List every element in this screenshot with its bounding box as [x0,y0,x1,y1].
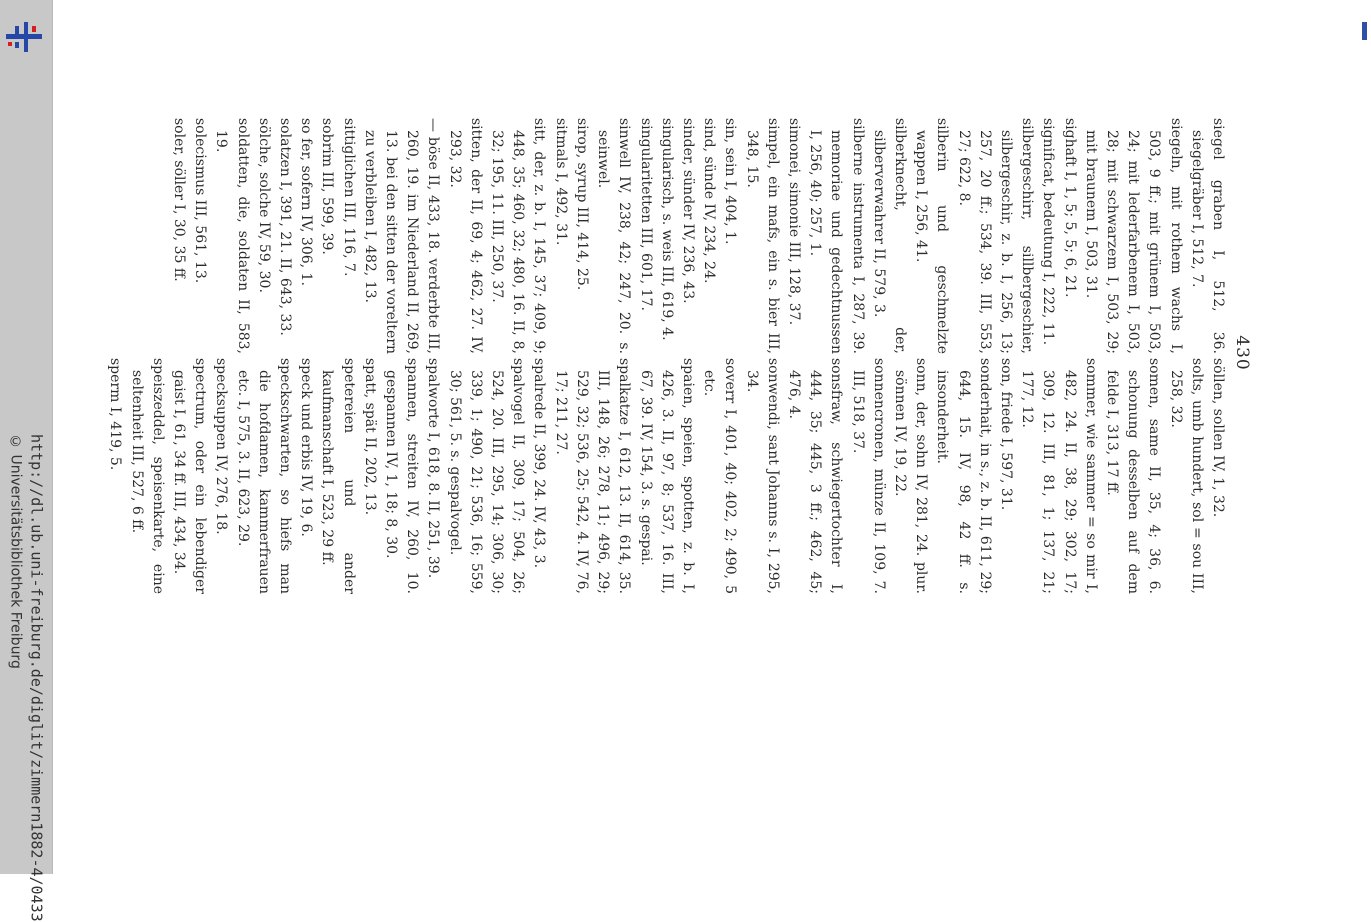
index-entry: silbergeschirr, sillbergeschier, silbergeschir, z. b. I, 256, 13; 257, 20 ff.; 534, 39. III, 553, 27; 622, 8. [955,118,1036,354]
index-entry: sobrim III, 599, 39. [319,118,336,255]
index-entry: siegel graben I, 512, 36. siegelgräber I, 512, 7. [1188,118,1226,354]
index-entry: simonei, simonie III, 128, 37. [785,118,802,326]
index-entry: spectrum, oder ein lebendiger gaist I, 61, 34 ff. III, 434, 34. [171,358,209,594]
index-entry: söllen, sollen IV, 1, 32. [1210,358,1226,518]
index-entry: speck und erbis IV, 19, 6. [298,358,315,537]
index-entry: speiszeddel, speisenkarte, eine seltenheit III, 527, 6 ff. [128,358,166,594]
index-entry: — böse II, 433, 18. verderbte III, 260, 19. im Niederland II, 269, 13. bei den sitten der voreltern zu verbleiben I, 482, 13. [361,118,442,354]
index-entry: spatt, spät II, 202, 13. [361,358,378,516]
index-entry: solatzen I, 391, 21. II, 643, 33. [277,118,294,336]
index-entry: sin, sein I, 404, 1. [722,118,739,245]
index-entry: spalvogel II, 309, 17; 504, 26; 524, 20. III, 295, 14; 306, 30; 339, 1; 490, 21; 536, 16; 559, 30; 561, 5. s. gespalvogel. [446,358,527,594]
index-entry: simpel, ein mafs, ein s. bier III, 348, 15. [743,118,781,354]
scanned-page [107,118,1252,594]
index-entry: soldatten, die, soldaten II, 583, 19. [213,118,251,354]
index-entry: sitt, der, z. b. I, 145, 37; 409, 9; 448, 35; 460, 32; 480, 16. II, 8, 32; 195, 11. III, 250, 37. [489,118,548,354]
index-entry: spalworte I, 618, 8. II, 251, 39. [425,358,442,579]
index-entry: sittiglichen III, 116, 7. [340,118,357,277]
viewer-footer [2,434,50,922]
index-entry: spannen, streiten IV, 260, 10. gespannen IV, 1, 18; 8, 30. [383,358,421,594]
index-entry: silberne instrumenta I, 287, 39. memoriae und gedechtnussen I, 256, 40; 257, 1. [807,118,866,354]
index-column-right [104,358,1228,594]
index-entry: solts, umb hundert, sol = sou III, 258, 32. [1167,358,1205,594]
index-entry: silberin und geschmelzte wappen I, 256, 41. [913,118,951,354]
index-entry: sind, sünde IV, 234, 24. [701,118,718,284]
index-entry: speckschwarten, so hiefs man die hofdamen, kammerfrauen etc. I, 575, 3. II, 623, 29. [234,358,294,594]
index-entry: sonsfraw, schwiegertochter I, 444, 35; 445, 3 ff.; 462, 45; 476, 4. [785,358,845,594]
index-column-left [168,118,1228,354]
index-entry: siegeln, mit rothem wachs I, 503, 9 ff.; mit grünem I, 503, 24; mit lederfarbenem I, 503, 28; mit schwarzem I, 503, 29; mit braunem I, 503, 31. [1082,118,1184,354]
page-number: 430 [1232,335,1252,371]
index-entry: solecismus III, 561, 13. [192,118,209,284]
index-entry: sonn, der, sohn IV, 281, 24. plur. sönnen IV, 19, 22. [891,358,930,594]
index-entry: sperm I, 419, 5. [107,358,124,471]
index-entry: so fer, sofern IV, 306, 1. [298,118,315,286]
index-entry: spalkatze I, 612, 13. II, 614, 35. III, 148, 26; 278, 11; 496, 29; 529, 32; 536, 25; 542, 4. IV, 76, 17; 211, 27. [552,358,633,594]
document-url[interactable]: http://dl.ub.uni-freiburg.de/diglit/zimmern1882-4/0433 [27,434,46,922]
index-entry: sinwell IV, 238, 42; 247, 20. s. seinwel. [595,118,633,354]
scrollbar-thumb[interactable] [1362,22,1367,40]
index-entry: specksuppen IV, 276, 18. [213,358,230,535]
index-entry: son, friede I, 597, 31. [997,358,1014,511]
index-entry: somen, same II, 35, 4; 36, 6. schonung desselben auf dem felde I, 313, 17 ff. [1103,358,1163,594]
index-entry: sonnencronen, münze II, 109, 7. III, 518, 37. [849,358,887,594]
index-entry: sommer, wie sammer = so mir I, 482, 24. II, 38, 29; 302, 17; 309, 12. III, 81, 1; 137, 21; 177, 12. [1019,358,1099,594]
index-entry: sitmals I, 492, 31. [552,118,569,246]
index-entry: sighaft I, 1, 5; 5, 5; 6, 21. [1061,118,1078,298]
index-entry: sinder, sünder IV, 236, 43. [679,118,696,304]
index-entry: soler, söller I, 30, 35 ff. [171,118,188,282]
index-entry: sonwendi, sant Johanns s. I, 295, 34. [743,358,781,594]
index-entry: sonderhait, in s., z. b. II, 611, 29; 644, 15. IV, 98, 42 ff. s. insonderheit. [934,358,993,594]
viewer-side-rail [0,0,53,922]
index-entry: sölche, solche IV, 59, 30. [255,118,272,293]
index-entry: silberknecht, der, silberverwahrer II, 579, 3. [870,118,908,354]
index-entry: spetereien und ander kaufmanschaft I, 523, 29 ff. [319,358,357,594]
index-entry: spaien, speien, spotten, z. b. I, 426, 3. II, 97, 8; 537, 16. III, 67, 39. IV, 154, 3. s. gespai. [637,358,696,594]
page-content [107,118,1252,594]
index-entry: singularitetten III, 601, 17. [637,118,654,311]
index-entry: significat, bedeutung I, 222, 11. [1040,118,1057,346]
index-entry: sitten, der II, 69, 4; 462, 27. IV, 293, 32. [446,118,484,354]
index-entry: spalrede II, 399, 24. IV, 43, 3. [531,358,548,569]
index-entry: soverr I, 401, 40; 402, 2; 490, 5 etc. [701,358,739,594]
index-entry: singularisch, s. weis III, 619, 4. [658,118,675,341]
ub-freiburg-logo-icon[interactable] [2,18,46,54]
index-entry: sirop, syrup III, 414, 25. [573,118,590,291]
copyright-notice: © Universitätsbibliothek Freiburg [7,434,24,669]
